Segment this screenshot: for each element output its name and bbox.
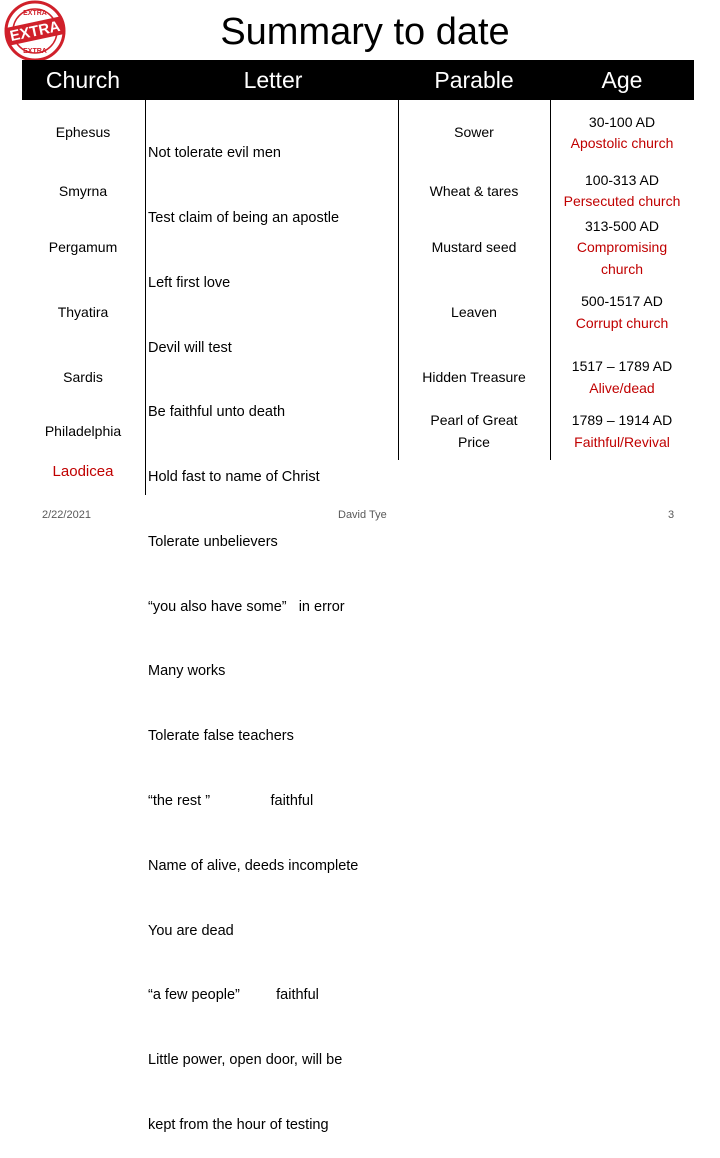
church-name: Smyrna: [58, 183, 108, 199]
footer-date: 2/22/2021: [42, 509, 91, 521]
svg-text:EXTRA: EXTRA: [8, 17, 62, 46]
letter-line: Tolerate unbelievers: [148, 533, 278, 550]
column-divider: [398, 100, 399, 460]
column-divider: [145, 100, 146, 495]
parable-name: Mustard seed: [431, 239, 517, 255]
letter-line: Left first love: [148, 274, 231, 291]
letter-text-block: [148, 100, 358, 1158]
age-name: Persecuted church: [563, 193, 681, 209]
parable-name: Sower: [454, 124, 494, 140]
parable-name: Wheat & tares: [429, 183, 519, 199]
age-years: 30-100 AD: [588, 114, 656, 130]
extra-badge-logo: [2, 0, 68, 66]
age-years: 100-313 AD: [585, 172, 659, 188]
letter-line: “a few people” faithful: [148, 987, 319, 1004]
header-parable: Parable: [434, 67, 514, 93]
age-name: Alive/dead: [589, 380, 655, 396]
age-name: Faithful/Revival: [574, 434, 670, 450]
age-years: 1517 – 1789 AD: [571, 358, 673, 374]
church-name: Philadelphia: [44, 423, 122, 439]
parable-name: Price: [458, 434, 490, 450]
svg-text:EXTRA: EXTRA: [23, 48, 47, 55]
age-name: Corrupt church: [575, 315, 669, 331]
letter-line: You are dead: [148, 922, 234, 939]
page-title: Summary to date: [220, 11, 510, 53]
letter-line: Many works: [148, 663, 226, 680]
header-letter: Letter: [243, 67, 303, 93]
age-years: 313-500 AD: [585, 218, 659, 234]
age-name: Apostolic church: [570, 135, 674, 151]
letter-line: Name of alive, deeds incomplete: [148, 857, 359, 874]
letter-line: “the rest ” faithful: [148, 793, 314, 809]
age-years: 1789 – 1914 AD: [571, 412, 673, 428]
church-name: Ephesus: [55, 124, 111, 140]
letter-line: Be faithful unto death: [148, 404, 286, 421]
letter-line: Little power, open door, will be: [148, 1052, 343, 1069]
age-years: 500-1517 AD: [581, 293, 663, 309]
header-church: Church: [45, 67, 121, 93]
parable-name: Hidden Treasure: [422, 369, 526, 385]
age-name: Compromising church: [576, 239, 668, 277]
footer-author: David Tye: [338, 509, 387, 521]
letter-line: Not tolerate evil men: [148, 145, 281, 162]
letter-line: Test claim of being an apostle: [148, 209, 340, 226]
parable-name: Leaven: [451, 304, 497, 320]
letter-line: Devil will test: [148, 339, 232, 356]
letter-line: Hold fast to name of Christ: [148, 469, 320, 486]
letter-line: kept from the hour of testing: [148, 1116, 329, 1133]
church-name: Pergamum: [48, 239, 118, 255]
letter-line: Tolerate false teachers: [148, 728, 294, 745]
footer-page-number: 3: [668, 509, 675, 521]
header-age: Age: [601, 67, 643, 93]
letter-line: “you also have some” in error: [148, 598, 345, 615]
church-name: Thyatira: [57, 304, 109, 320]
church-name-highlighted: Laodicea: [52, 463, 114, 480]
church-name: Sardis: [63, 369, 103, 385]
svg-text:EXTRA: EXTRA: [23, 10, 47, 17]
parable-name: Pearl of Great: [430, 412, 518, 428]
